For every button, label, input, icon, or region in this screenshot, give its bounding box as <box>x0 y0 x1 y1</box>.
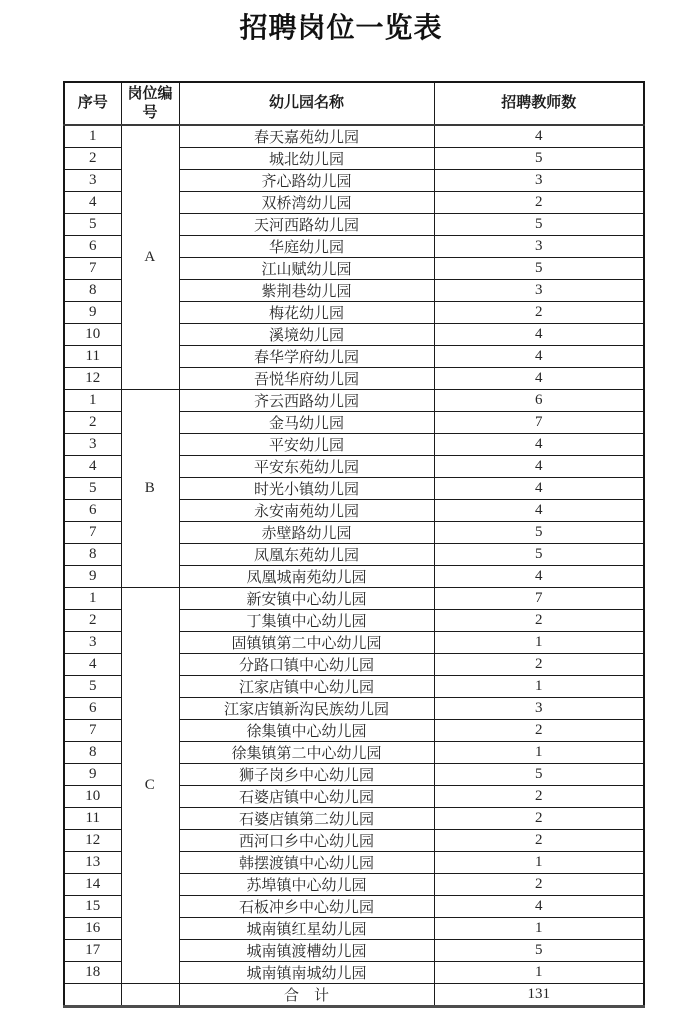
teacher-count-cell: 3 <box>434 698 644 720</box>
serial-number-cell: 1 <box>64 390 121 412</box>
table-header-row <box>64 82 644 125</box>
teacher-count-cell: 3 <box>434 236 644 258</box>
teacher-count-cell: 5 <box>434 148 644 170</box>
kindergarten-name-cell: 城南镇南城幼儿园 <box>179 962 434 984</box>
kindergarten-name-cell: 赤壁路幼儿园 <box>179 522 434 544</box>
teacher-count-cell: 2 <box>434 302 644 324</box>
serial-number-cell: 8 <box>64 544 121 566</box>
serial-number-cell: 9 <box>64 302 121 324</box>
serial-number-cell: 11 <box>64 808 121 830</box>
table-header <box>64 82 644 125</box>
serial-number-cell: 10 <box>64 324 121 346</box>
serial-number-cell: 13 <box>64 852 121 874</box>
serial-number-cell: 7 <box>64 720 121 742</box>
serial-number-cell: 17 <box>64 940 121 962</box>
teacher-count-cell: 2 <box>434 830 644 852</box>
teacher-count-cell: 1 <box>434 632 644 654</box>
teacher-count-cell: 2 <box>434 808 644 830</box>
teacher-count-cell: 2 <box>434 874 644 896</box>
serial-number-cell: 12 <box>64 368 121 390</box>
kindergarten-name-cell: 江家店镇新沟民族幼儿园 <box>179 698 434 720</box>
kindergarten-name-cell: 丁集镇中心幼儿园 <box>179 610 434 632</box>
teacher-count-cell: 2 <box>434 610 644 632</box>
kindergarten-name-cell: 徐集镇中心幼儿园 <box>179 720 434 742</box>
kindergarten-name-cell: 平安东苑幼儿园 <box>179 456 434 478</box>
teacher-count-cell: 7 <box>434 412 644 434</box>
kindergarten-name-cell: 狮子岗乡中心幼儿园 <box>179 764 434 786</box>
kindergarten-name-cell: 徐集镇第二中心幼儿园 <box>179 742 434 764</box>
serial-number-cell: 6 <box>64 698 121 720</box>
teacher-count-cell: 5 <box>434 258 644 280</box>
kindergarten-name-cell: 固镇镇第二中心幼儿园 <box>179 632 434 654</box>
serial-number-cell: 9 <box>64 764 121 786</box>
serial-number-cell: 14 <box>64 874 121 896</box>
serial-number-cell: 5 <box>64 214 121 236</box>
serial-number-cell: 12 <box>64 830 121 852</box>
kindergarten-name-cell: 时光小镇幼儿园 <box>179 478 434 500</box>
teacher-count-cell: 1 <box>434 676 644 698</box>
teacher-count-cell: 4 <box>434 125 644 148</box>
kindergarten-name-cell: 吾悦华府幼儿园 <box>179 368 434 390</box>
serial-number-cell: 8 <box>64 280 121 302</box>
teacher-count-cell: 4 <box>434 478 644 500</box>
serial-number-cell: 5 <box>64 478 121 500</box>
teacher-count-cell: 4 <box>434 324 644 346</box>
column-header-0: 序号 <box>64 82 121 125</box>
recruitment-positions-table <box>63 81 645 1008</box>
serial-number-cell: 3 <box>64 170 121 192</box>
serial-number-cell: 15 <box>64 896 121 918</box>
kindergarten-name-cell: 江山赋幼儿园 <box>179 258 434 280</box>
teacher-count-cell: 5 <box>434 940 644 962</box>
teacher-count-cell: 1 <box>434 742 644 764</box>
column-header-1: 岗位编号 <box>121 82 179 125</box>
serial-number-cell: 2 <box>64 412 121 434</box>
serial-number-cell: 1 <box>64 588 121 610</box>
kindergarten-name-cell: 梅花幼儿园 <box>179 302 434 324</box>
page-title: 招聘岗位一览表 <box>239 12 443 43</box>
kindergarten-name-cell: 凤凰东苑幼儿园 <box>179 544 434 566</box>
serial-number-cell: 10 <box>64 786 121 808</box>
serial-number-cell: 4 <box>64 456 121 478</box>
kindergarten-name-cell: 韩摆渡镇中心幼儿园 <box>179 852 434 874</box>
kindergarten-name-cell: 春天嘉苑幼儿园 <box>179 125 434 148</box>
kindergarten-name-cell: 双桥湾幼儿园 <box>179 192 434 214</box>
kindergarten-name-cell: 城南镇渡槽幼儿园 <box>179 940 434 962</box>
table-body <box>64 125 644 1007</box>
kindergarten-name-cell: 齐云西路幼儿园 <box>179 390 434 412</box>
teacher-count-cell: 5 <box>434 214 644 236</box>
position-code-cell: A <box>121 125 179 390</box>
serial-number-cell: 16 <box>64 918 121 940</box>
teacher-count-cell: 4 <box>434 346 644 368</box>
kindergarten-name-cell: 平安幼儿园 <box>179 434 434 456</box>
kindergarten-name-cell: 溪境幼儿园 <box>179 324 434 346</box>
teacher-count-cell: 1 <box>434 962 644 984</box>
kindergarten-name-cell: 紫荆巷幼儿园 <box>179 280 434 302</box>
teacher-count-cell: 5 <box>434 544 644 566</box>
serial-number-cell: 5 <box>64 676 121 698</box>
kindergarten-name-cell: 城南镇红星幼儿园 <box>179 918 434 940</box>
teacher-count-cell: 5 <box>434 522 644 544</box>
serial-number-cell: 4 <box>64 654 121 676</box>
serial-number-cell: 3 <box>64 632 121 654</box>
teacher-count-cell: 4 <box>434 566 644 588</box>
serial-number-cell: 2 <box>64 148 121 170</box>
serial-number-cell: 8 <box>64 742 121 764</box>
teacher-count-cell: 4 <box>434 500 644 522</box>
table-row <box>64 390 644 412</box>
total-row <box>64 984 644 1007</box>
teacher-count-cell: 6 <box>434 390 644 412</box>
teacher-count-cell: 2 <box>434 720 644 742</box>
serial-number-cell: 6 <box>64 236 121 258</box>
teacher-count-cell: 2 <box>434 786 644 808</box>
position-code-cell: B <box>121 390 179 588</box>
teacher-count-cell: 3 <box>434 280 644 302</box>
kindergarten-name-cell: 分路口镇中心幼儿园 <box>179 654 434 676</box>
teacher-count-cell: 1 <box>434 918 644 940</box>
serial-number-cell: 18 <box>64 962 121 984</box>
teacher-count-cell: 4 <box>434 456 644 478</box>
column-header-2: 幼儿园名称 <box>179 82 434 125</box>
teacher-count-cell: 4 <box>434 434 644 456</box>
teacher-count-cell: 3 <box>434 170 644 192</box>
kindergarten-name-cell: 金马幼儿园 <box>179 412 434 434</box>
kindergarten-name-cell: 石板冲乡中心幼儿园 <box>179 896 434 918</box>
total-value-cell: 131 <box>434 984 644 1007</box>
serial-number-cell: 7 <box>64 522 121 544</box>
teacher-count-cell: 2 <box>434 192 644 214</box>
serial-number-cell: 7 <box>64 258 121 280</box>
kindergarten-name-cell: 齐心路幼儿园 <box>179 170 434 192</box>
kindergarten-name-cell: 石婆店镇中心幼儿园 <box>179 786 434 808</box>
kindergarten-name-cell: 华庭幼儿园 <box>179 236 434 258</box>
serial-number-cell: 1 <box>64 125 121 148</box>
teacher-count-cell: 7 <box>434 588 644 610</box>
kindergarten-name-cell: 江家店镇中心幼儿园 <box>179 676 434 698</box>
serial-number-cell: 9 <box>64 566 121 588</box>
kindergarten-name-cell: 天河西路幼儿园 <box>179 214 434 236</box>
kindergarten-name-cell: 新安镇中心幼儿园 <box>179 588 434 610</box>
kindergarten-name-cell: 永安南苑幼儿园 <box>179 500 434 522</box>
serial-number-cell: 11 <box>64 346 121 368</box>
table-row <box>64 125 644 148</box>
teacher-count-cell: 4 <box>434 368 644 390</box>
serial-number-cell: 3 <box>64 434 121 456</box>
teacher-count-cell: 1 <box>434 852 644 874</box>
position-code-cell: C <box>121 588 179 984</box>
kindergarten-name-cell: 春华学府幼儿园 <box>179 346 434 368</box>
total-serial-cell <box>64 984 121 1007</box>
teacher-count-cell: 5 <box>434 764 644 786</box>
total-code-cell <box>121 984 179 1007</box>
kindergarten-name-cell: 西河口乡中心幼儿园 <box>179 830 434 852</box>
serial-number-cell: 6 <box>64 500 121 522</box>
table-row <box>64 588 644 610</box>
kindergarten-name-cell: 凤凰城南苑幼儿园 <box>179 566 434 588</box>
column-header-3: 招聘教师数 <box>434 82 644 125</box>
teacher-count-cell: 4 <box>434 896 644 918</box>
total-label-cell: 合 计 <box>179 984 434 1007</box>
kindergarten-name-cell: 苏埠镇中心幼儿园 <box>179 874 434 896</box>
kindergarten-name-cell: 城北幼儿园 <box>179 148 434 170</box>
kindergarten-name-cell: 石婆店镇第二幼儿园 <box>179 808 434 830</box>
serial-number-cell: 2 <box>64 610 121 632</box>
serial-number-cell: 4 <box>64 192 121 214</box>
teacher-count-cell: 2 <box>434 654 644 676</box>
